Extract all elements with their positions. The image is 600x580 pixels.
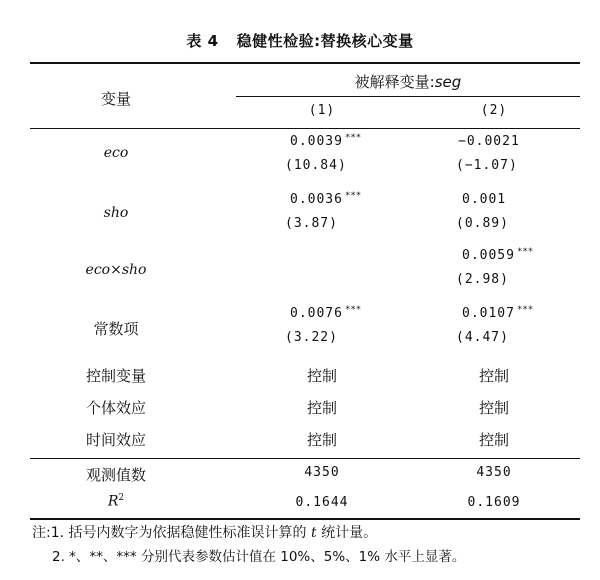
const-c2-coef: 0.0107 *** xyxy=(462,305,534,321)
time-fe-c2: 控制 xyxy=(478,431,509,449)
table-caption: 稳健性检验:替换核心变量 xyxy=(236,32,414,50)
eco-sho-c2-coef: 0.0059 *** xyxy=(462,247,534,263)
controls-c1: 控制 xyxy=(306,367,337,385)
observations-c1: 4350 xyxy=(304,465,340,480)
row-name-eco: eco xyxy=(103,145,129,161)
row-name-individual-fe: 个体效应 xyxy=(85,399,146,417)
bottom-rule xyxy=(30,518,580,520)
row-name-r-squared: $R^2$ xyxy=(107,493,125,510)
const-c1-t: (3.22) xyxy=(285,330,338,345)
row-name-time-fe: 时间效应 xyxy=(85,431,146,449)
note-2: 2. *、**、*** 分别代表参数估计值在 10%、5%、1% 水平上显著。 xyxy=(52,549,466,565)
note-1: 注:1. 括号内数字为依据稳健性标准误计算的 t 统计量。 xyxy=(32,525,378,541)
r-squared-c1: 0.1644 xyxy=(295,495,349,510)
individual-fe-c2: 控制 xyxy=(478,399,509,417)
row-name-controls: 控制变量 xyxy=(85,367,146,385)
eco-c1-t: (10.84) xyxy=(285,158,347,173)
row-name-observations: 观测值数 xyxy=(85,466,146,484)
const-c1-coef: 0.0076 *** xyxy=(290,305,362,321)
stats-top-rule xyxy=(30,458,580,459)
eco-c1-coef: 0.0039 *** xyxy=(290,133,362,149)
row-name-eco-sho: eco×sho xyxy=(85,262,147,278)
row-name-constant: 常数项 xyxy=(93,320,139,338)
eco-c2-coef: −0.0021 xyxy=(458,134,520,149)
const-c2-t: (4.47) xyxy=(456,330,509,345)
top-rule xyxy=(30,62,580,64)
sho-c2-coef: 0.001 xyxy=(462,192,507,207)
row-name-sho: sho xyxy=(103,205,129,221)
sho-c2-t: (0.89) xyxy=(456,216,509,231)
sho-c1-t: (3.87) xyxy=(285,216,338,231)
dep-var-header xyxy=(236,71,580,92)
r-squared-c2: 0.1609 xyxy=(467,495,521,510)
dep-var-name: seg xyxy=(434,73,462,91)
table-number: 表 4 xyxy=(186,32,219,50)
dep-var-prefix: 被解释变量: xyxy=(354,73,435,91)
eco-sho-c2-t: (2.98) xyxy=(456,272,509,287)
header-mid-rule xyxy=(236,96,580,97)
col2-header: (2) xyxy=(480,103,508,118)
time-fe-c1: 控制 xyxy=(306,431,337,449)
var-header: 变量 xyxy=(100,90,131,108)
table-title xyxy=(0,30,600,51)
sho-c1-coef: 0.0036 *** xyxy=(290,191,362,207)
individual-fe-c1: 控制 xyxy=(306,399,337,417)
controls-c2: 控制 xyxy=(478,367,509,385)
eco-c2-t: (−1.07) xyxy=(456,158,518,173)
col1-header: (1) xyxy=(308,103,336,118)
observations-c2: 4350 xyxy=(476,465,512,480)
header-bottom-rule xyxy=(30,128,580,129)
